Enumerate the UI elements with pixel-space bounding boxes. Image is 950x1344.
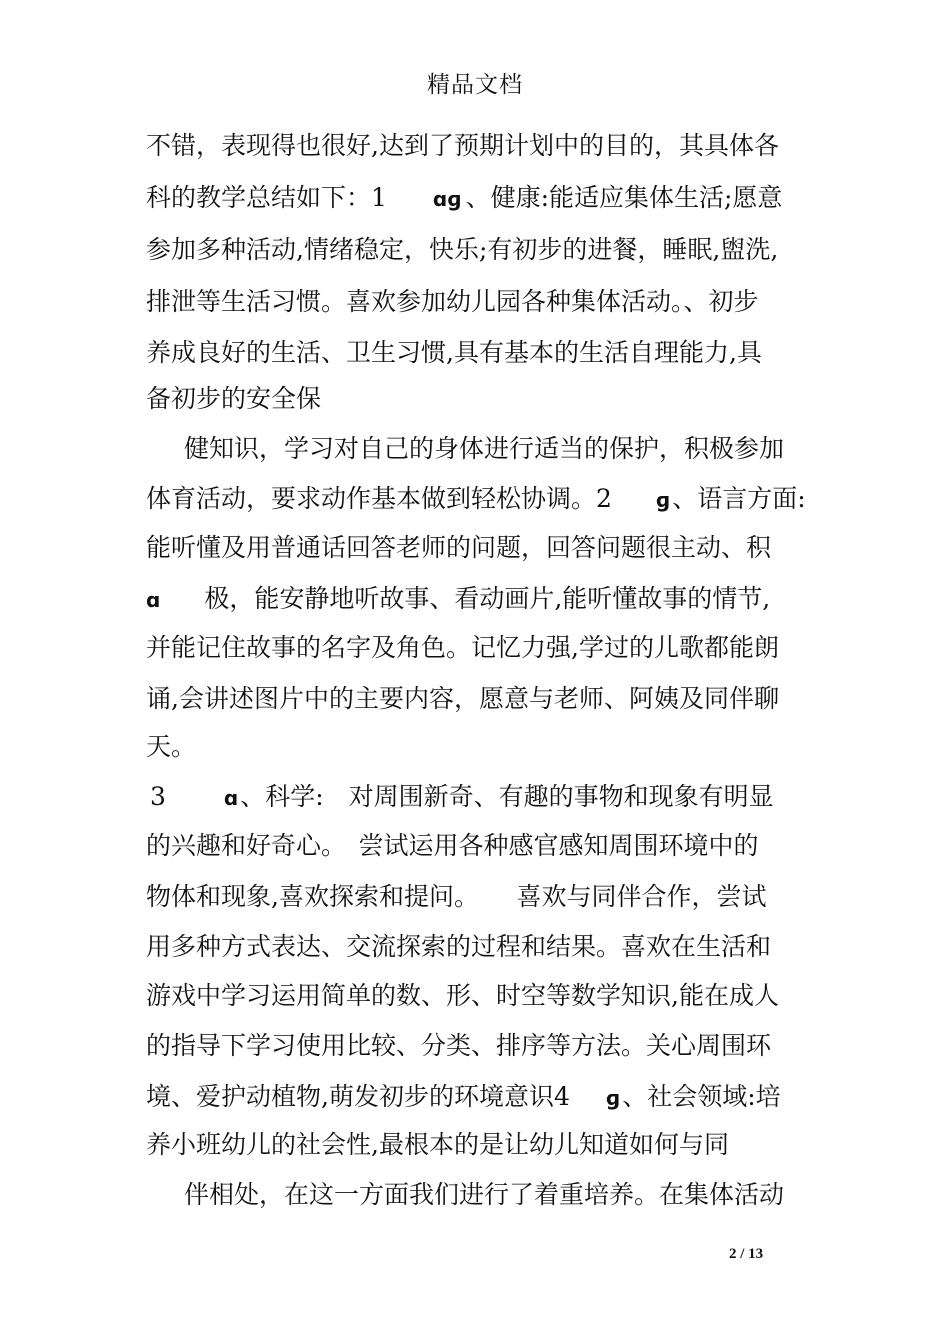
text-line: 用多种方式表达、交流探索的过程和结果。喜欢在生活和 — [146, 932, 772, 961]
text-line: 体育活动，要求动作基本做到轻松协调。2 ɡ、语言方面: — [146, 484, 806, 513]
text-line: 参加多种活动,情绪稳定，快乐;有初步的进餐，睡眠,盥洗, — [146, 235, 779, 264]
list-marker-glyph: ɑɡ — [432, 187, 462, 211]
text-line: 养成良好的生活、卫生习惯,具有基本的生活自理能力,具 — [146, 338, 762, 367]
text-line: 诵,会讲述图片中的主要内容，愿意与老师、阿姨及同伴聊 — [146, 684, 779, 713]
text-line: 并能记住故事的名字及角色。记忆力强,学过的儿歌都能朗 — [146, 633, 779, 662]
text-line: 伴相处，在这一方面我们进行了着重培养。在集体活动 — [184, 1180, 785, 1209]
page-header-title: 精品文档 — [427, 72, 523, 98]
text-line: 游戏中学习运用简单的数、形、时空等数学知识,能在成人 — [146, 981, 779, 1010]
text-line: 境、爱护动植物,萌发初步的环境意识4 ɡ、社会领域:培 — [146, 1082, 781, 1111]
text-line: 养小班幼儿的社会性,最根本的是让幼儿知道如何与同 — [146, 1130, 729, 1159]
text-line: 科的教学总结如下：1 ɑɡ 、健康:能适应集体生活;愿意 — [146, 183, 783, 212]
text-line: 天。 — [146, 732, 197, 761]
text-line: 的指导下学习使用比较、分类、排序等方法。关心周围环 — [146, 1031, 772, 1060]
text-line: 健知识，学习对自己的身体进行适当的保护，积极参加 — [184, 434, 785, 463]
text-line: 物体和现象,喜欢探索和提问。 喜欢与同伴合作，尝试 — [146, 882, 767, 911]
text-line: ɑ 极，能安静地听故事、看动画片,能听懂故事的情节, — [146, 584, 771, 613]
page-number: 2 / 13 — [729, 1246, 764, 1262]
text-line: 不错，表现得也很好,达到了预期计划中的目的，其具体各 — [146, 131, 779, 160]
text-line: 能听懂及用普通话回答老师的问题，回答问题很主动、积 — [146, 533, 772, 562]
list-marker-glyph: ɑ — [146, 588, 161, 612]
text-line: 排泄等生活习惯。喜欢参加幼儿园各种集体活动。、初步 — [146, 287, 759, 316]
text-line: 的兴趣和好奇心。 尝试运用各种感官感知周围环境中的 — [146, 831, 759, 860]
text-line: 3 ɑ、科学: 对周围新奇、有趣的事物和现象有明显 — [150, 782, 774, 811]
list-marker-glyph: ɑ — [223, 786, 239, 810]
text-line: 备初步的安全保 — [146, 384, 322, 413]
list-marker-glyph: ɡ — [655, 488, 671, 512]
list-marker-glyph: ɡ — [605, 1086, 621, 1110]
